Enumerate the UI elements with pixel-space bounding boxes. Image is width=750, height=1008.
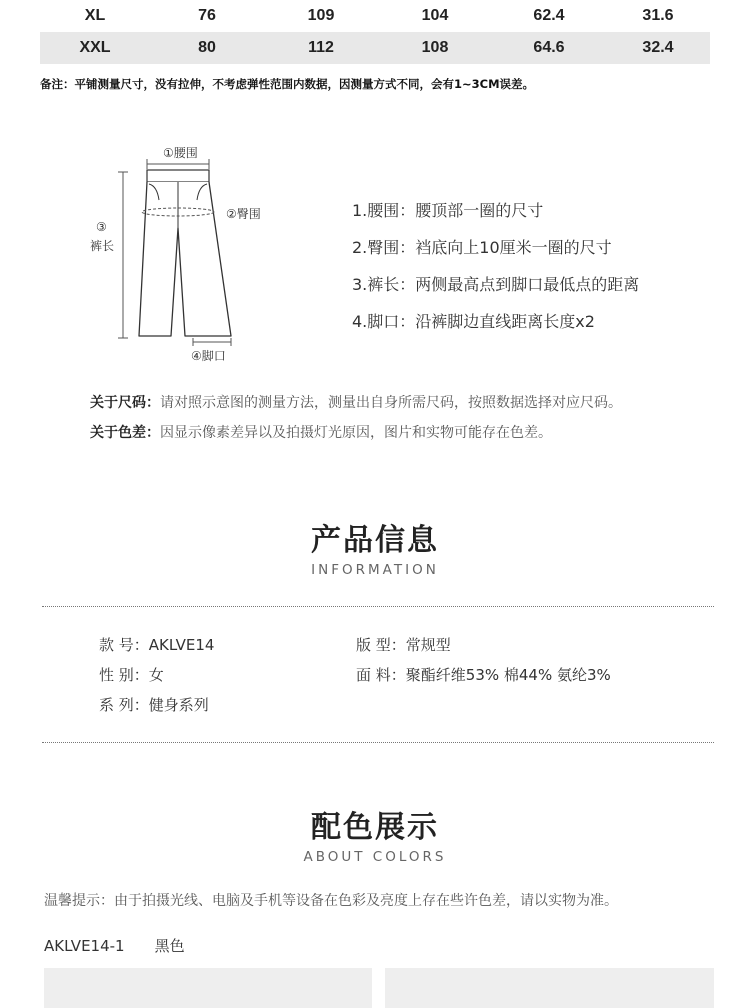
size-cell: 62.4 [533,7,565,24]
info-key: 款 号： [99,636,149,654]
diagram-label-length: 裤长 [90,239,115,253]
color-swatch-image [385,968,714,1008]
info-value: AKLVE14 [148,636,215,654]
note-color-text: 因显示像素差异以及拍摄灯光原因，图片和实物可能存在色差。 [160,425,552,441]
pants-measurement-diagram [85,140,295,370]
info-fit [356,634,451,655]
info-style-number [99,634,214,655]
info-key: 面 料： [356,666,406,684]
info-series [99,694,209,715]
size-cell: 31.6 [642,7,674,24]
divider-dotted [42,742,714,743]
pants-outline-graphic [85,140,295,370]
note-color-title: 关于色差： [90,425,160,441]
size-cell: 109 [307,7,335,24]
colors-title: 配色展示 [311,810,439,845]
legend-item-hip: 2.臀围：裆底向上10厘米一圈的尺寸 [352,238,612,257]
info-key: 版 型： [356,636,406,654]
size-row-xxl [40,32,710,64]
color-item-name: 黑色 [154,937,185,955]
legend-item-waist: 1.腰围：腰顶部一圈的尺寸 [352,201,544,220]
note-color [90,422,622,452]
info-key: 系 列： [99,696,149,714]
info-fabric [356,664,611,685]
info-value: 常规型 [405,636,451,654]
product-info-title: 产品信息 [311,523,439,558]
info-value: 聚酯纤维53% 棉44% 氨纶3% [405,666,611,684]
info-value: 健身系列 [148,696,209,714]
color-item-label [44,935,185,956]
color-item-code: AKLVE14-1 [44,937,125,955]
info-value: 女 [148,666,164,684]
size-row-xl [40,0,710,32]
divider-dotted [42,606,714,607]
size-cell: 64.6 [533,39,565,56]
legend-item-hem: 4.脚口：沿裤脚边直线距离长度x2 [352,312,595,331]
diagram-label-waist: ①腰围 [163,146,198,160]
notes [90,392,622,452]
size-cell: 32.4 [642,39,674,56]
size-cell: XXL [79,39,111,56]
colors-subtitle: ABOUT COLORS [303,849,447,865]
size-cell: XL [84,7,106,24]
info-key: 性 别： [99,666,149,684]
diagram-label-length-num: ③ [96,220,107,234]
size-remark: 备注：平铺测量尺寸，没有拉伸，不考虑弹性范围内数据，因测量方式不同，会有1~3CM误差。 [40,77,535,91]
diagram-label-hip: ②臀围 [226,207,261,221]
size-cell: 108 [421,39,449,56]
color-tip: 温馨提示：由于拍摄光线、电脑及手机等设备在色彩及亮度上存在些许色差，请以实物为准。 [44,893,618,909]
info-gender [99,664,164,685]
measurement-legend [352,199,639,347]
note-size [90,392,622,422]
size-cell: 112 [308,39,334,56]
size-cell: 80 [198,39,216,56]
note-size-text: 请对照示意图的测量方法，测量出自身所需尺码，按照数据选择对应尺码。 [160,395,622,411]
product-info-subtitle: INFORMATION [311,562,439,578]
note-size-title: 关于尺码： [90,395,160,411]
diagram-label-hem: ④脚口 [191,349,226,363]
size-cell: 104 [421,7,449,24]
size-cell: 76 [198,7,216,24]
color-swatch-image [44,968,372,1008]
legend-item-length: 3.裤长：两侧最高点到脚口最低点的距离 [352,275,640,294]
size-table [40,0,710,64]
